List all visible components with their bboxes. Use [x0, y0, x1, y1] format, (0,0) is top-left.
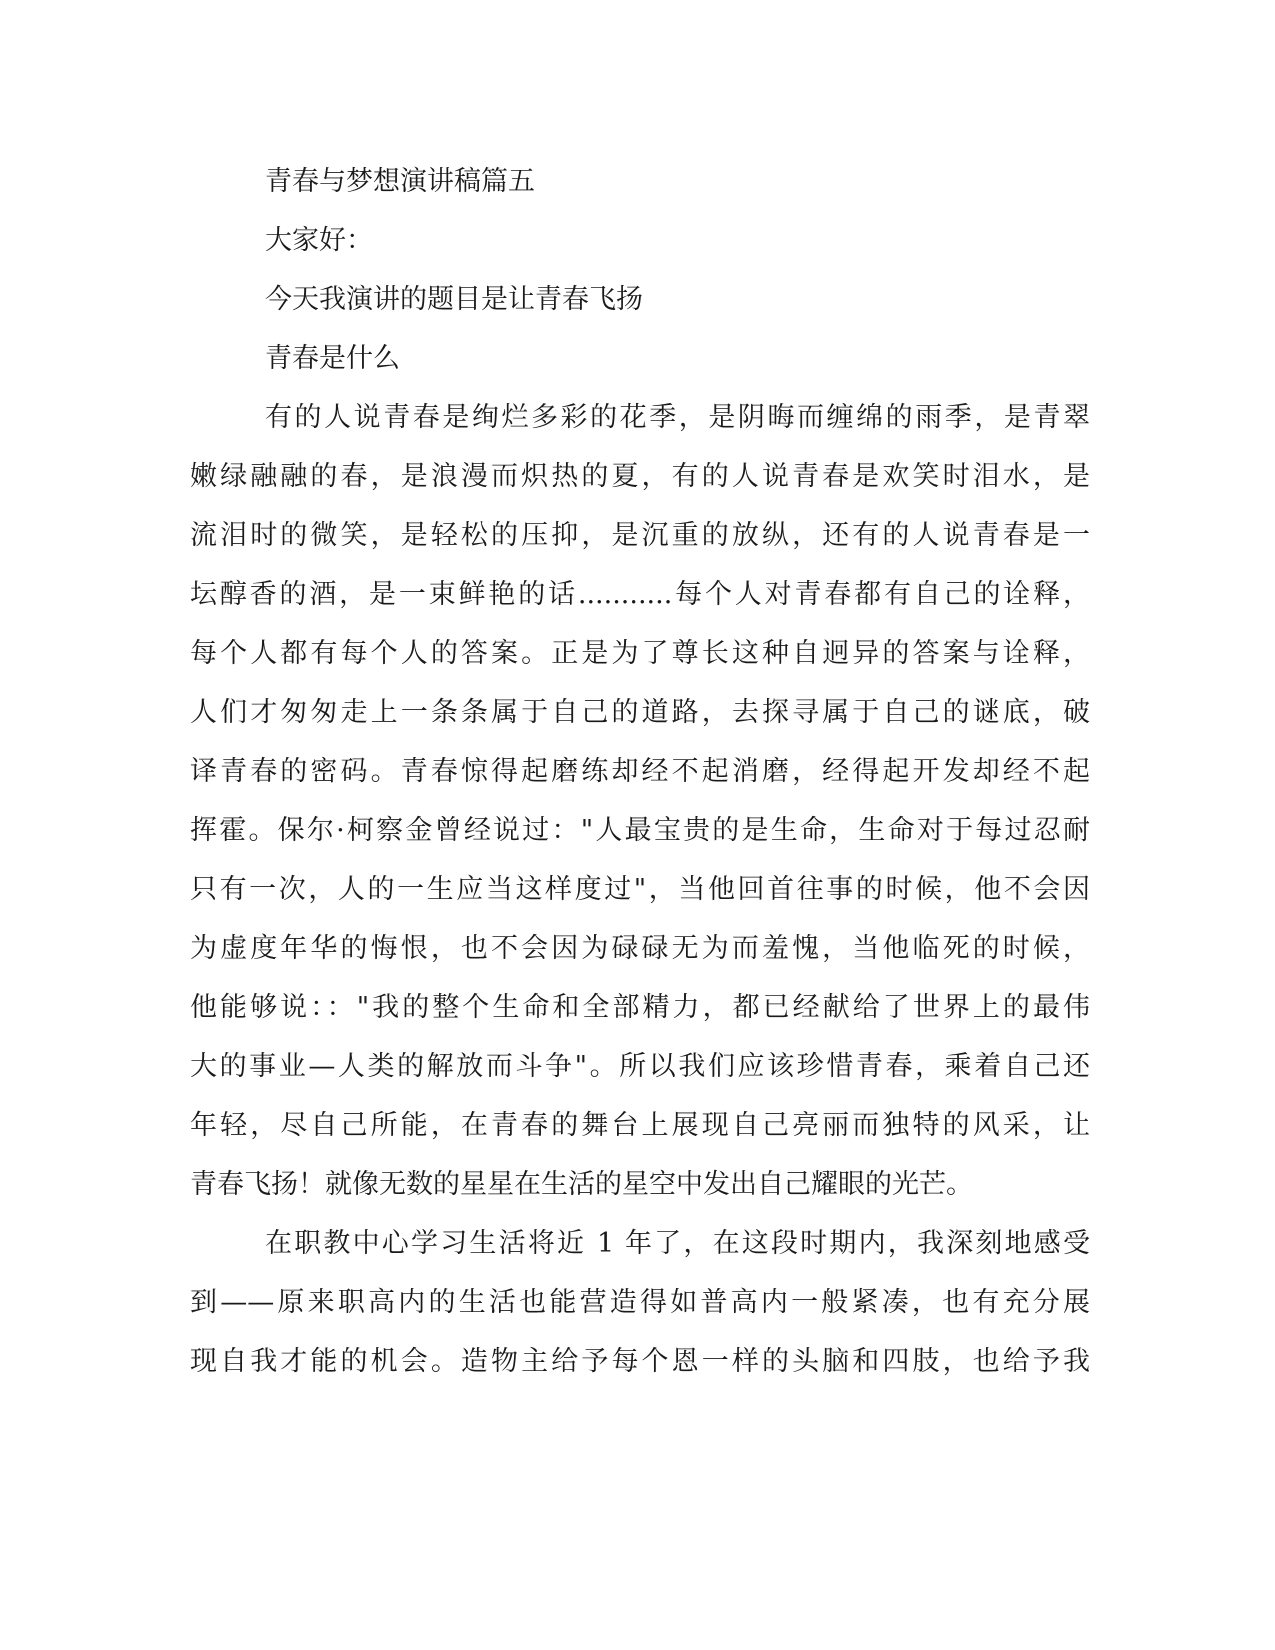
paragraph-line: 有的人说青春是绚烂多彩的花季，是阴晦而缠绵的雨季，是青翠 — [265, 402, 1090, 433]
paragraph-line: 挥霍。保尔·柯察金曾经说过："人最宝贵的是生命，生命对于每过忍耐 — [190, 815, 1090, 846]
paragraph-line: 每个人都有每个人的答案。正是为了尊长这种自迥异的答案与诠释， — [190, 638, 1090, 669]
paragraph-line: 青春飞扬！就像无数的星星在生活的星空中发出自己耀眼的光芒。 — [190, 1169, 973, 1200]
paragraph-line: 在职教中心学习生活将近 1 年了，在这段时期内，我深刻地感受 — [265, 1228, 1090, 1259]
question-line: 青春是什么 — [265, 343, 400, 374]
paragraph-line: 人们才匆匆走上一条条属于自己的道路，去探寻属于自己的谜底，破 — [190, 697, 1090, 728]
paragraph-line: 到——原来职高内的生活也能营造得如普高内一般紧凑，也有充分展 — [190, 1287, 1090, 1318]
topic-line: 今天我演讲的题目是让青春飞扬 — [265, 284, 643, 315]
paragraph-line: 他能够说：："我的整个生命和全部精力，都已经献给了世界上的最伟 — [190, 992, 1090, 1023]
paragraph-line: 年轻，尽自己所能，在青春的舞台上展现自己亮丽而独特的风采，让 — [190, 1110, 1090, 1141]
greeting-line: 大家好： — [265, 225, 373, 256]
paragraph-line: 现自我才能的机会。造物主给予每个恩一样的头脑和四肢，也给予我 — [190, 1346, 1090, 1377]
document-heading: 青春与梦想演讲稿篇五 — [265, 166, 535, 197]
paragraph-line: 译青春的密码。青春惊得起磨练却经不起消磨，经得起开发却经不起 — [190, 756, 1090, 787]
paragraph-line: 大的事业—人类的解放而斗争"。所以我们应该珍惜青春，乘着自己还 — [190, 1051, 1090, 1082]
paragraph-line: 为虚度年华的悔恨，也不会因为碌碌无为而羞愧，当他临死的时候， — [190, 933, 1090, 964]
paragraph-line: 嫩绿融融的春，是浪漫而炽热的夏，有的人说青春是欢笑时泪水，是 — [190, 461, 1090, 492]
paragraph-line: 坛醇香的酒，是一束鲜艳的话...........每个人对青春都有自己的诠释， — [190, 579, 1090, 610]
paragraph-line: 只有一次，人的一生应当这样度过"，当他回首往事的时候，他不会因 — [190, 874, 1090, 905]
paragraph-line: 流泪时的微笑，是轻松的压抑，是沉重的放纵，还有的人说青春是一 — [190, 520, 1090, 551]
